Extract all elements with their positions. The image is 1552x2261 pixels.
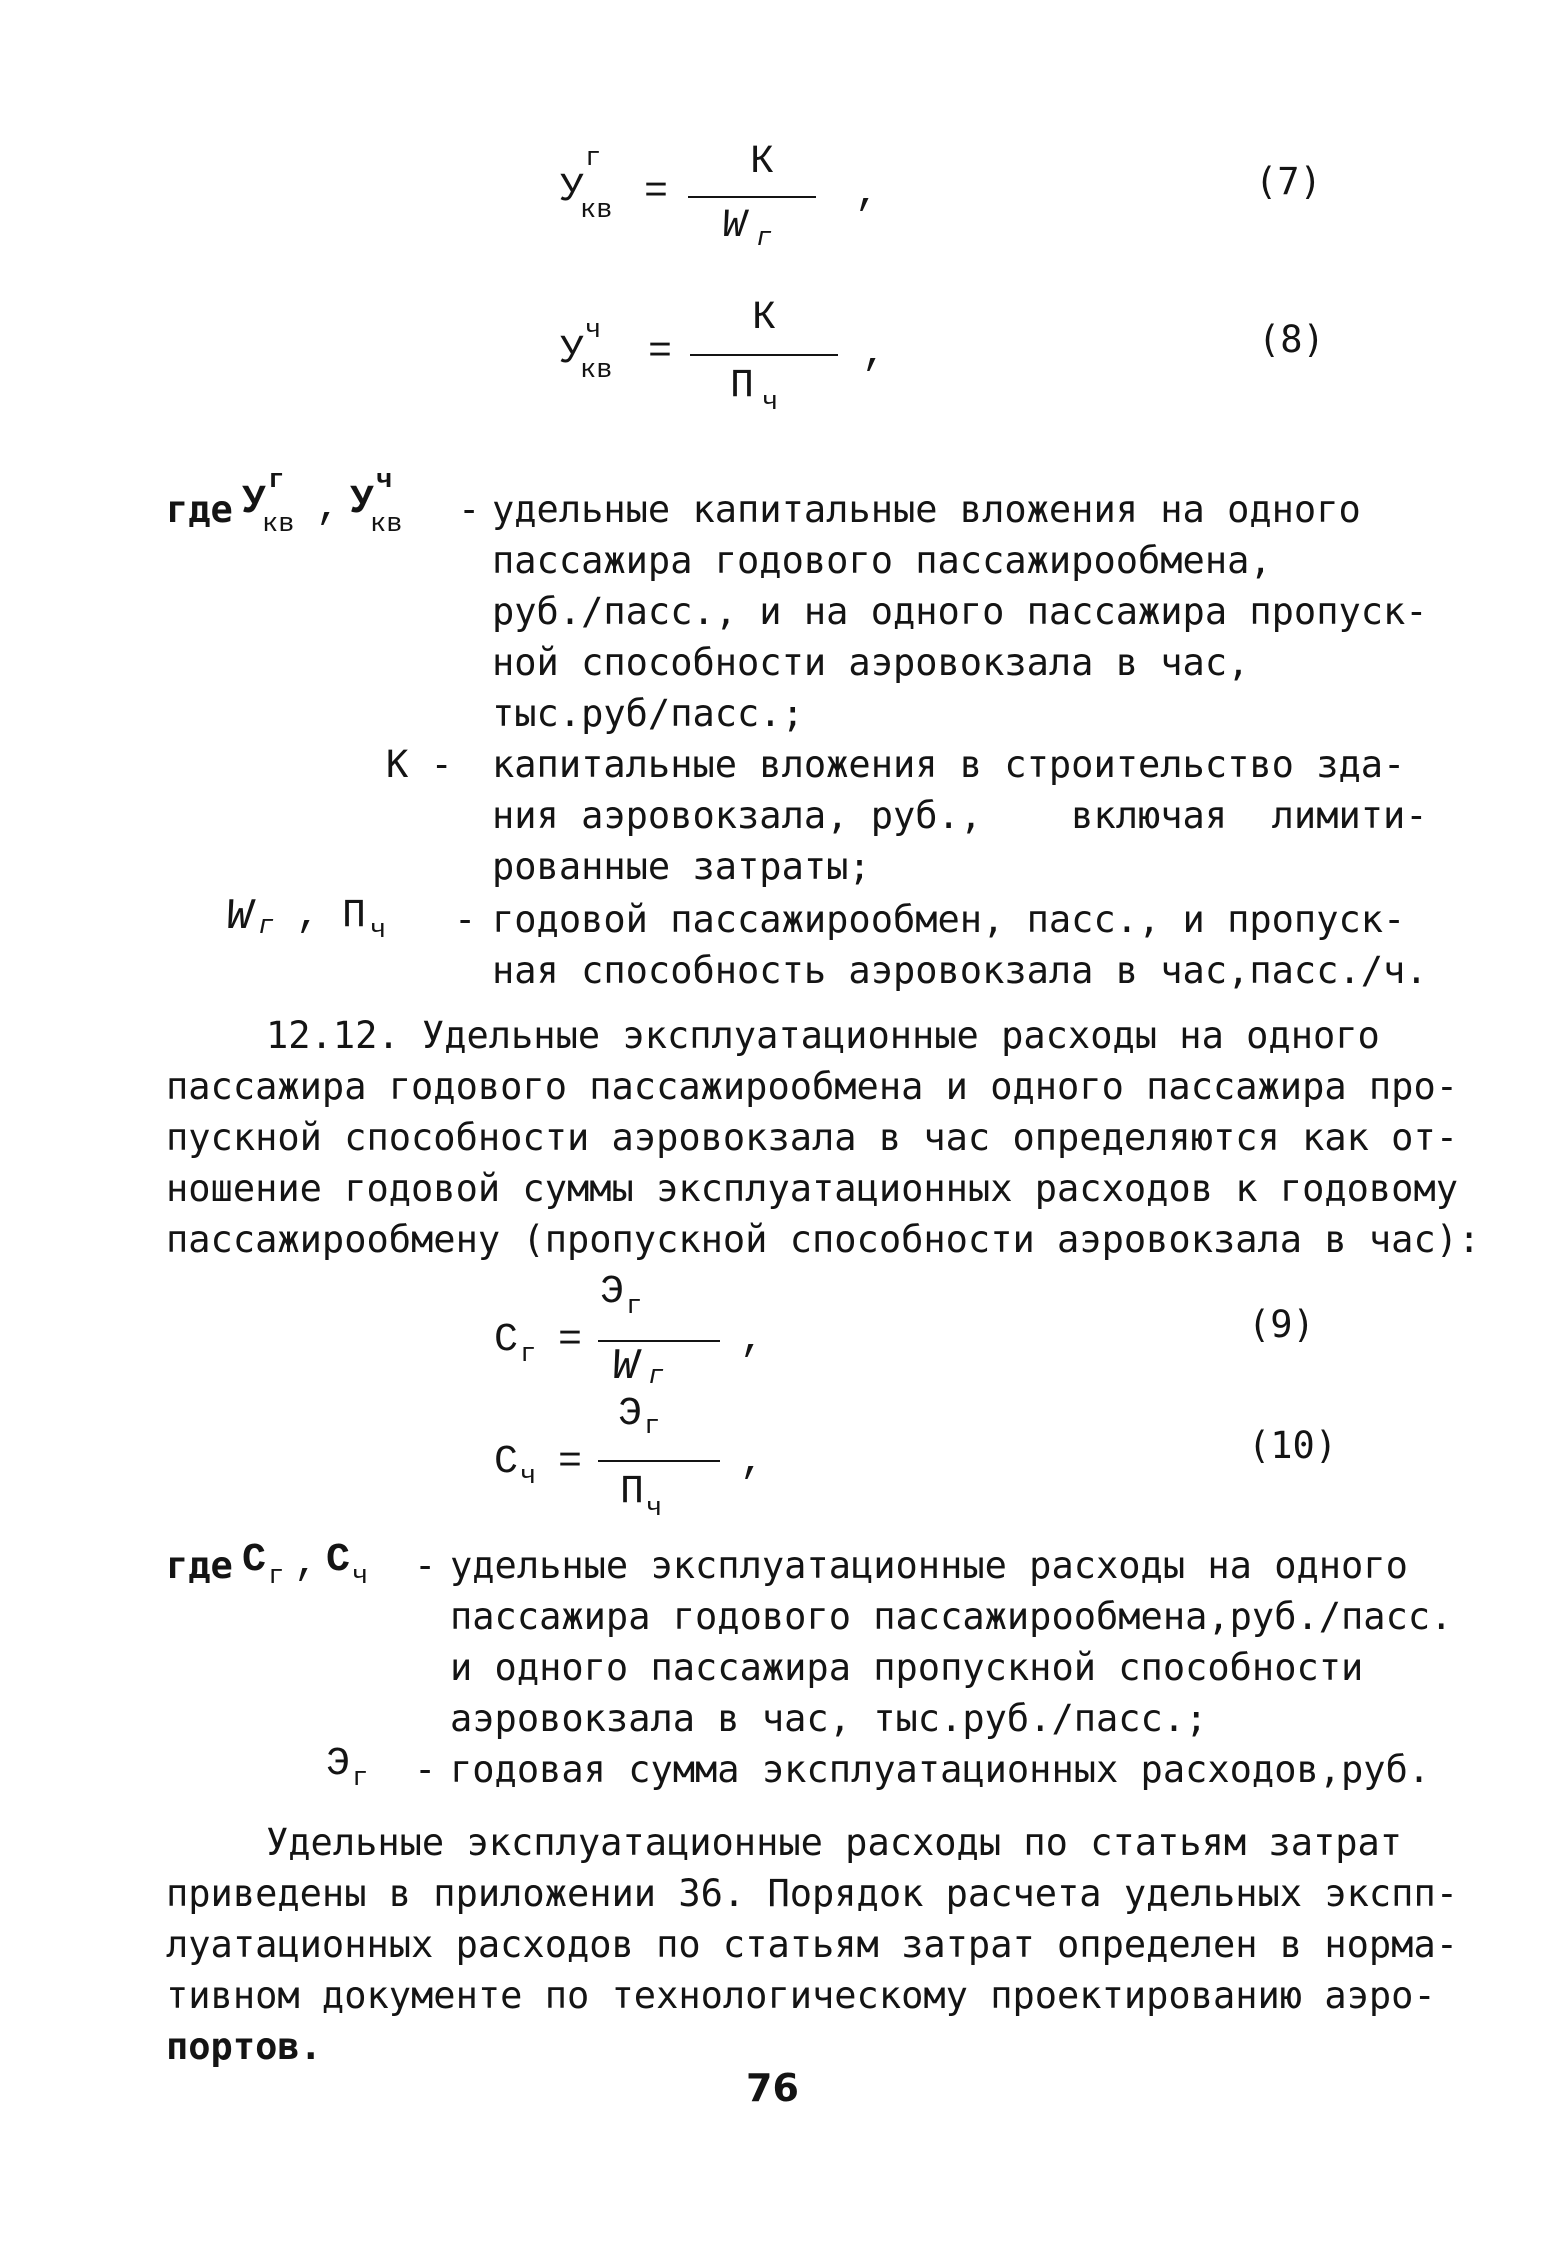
def1-sym2: У xyxy=(350,480,375,525)
formula-7-eq: = xyxy=(644,170,669,215)
formula-7-lhs: У xyxy=(560,168,585,213)
def4-separator: , xyxy=(294,1542,319,1587)
def1-sym1-sup: г xyxy=(268,466,285,496)
formula-8-fraction-bar xyxy=(690,354,838,356)
paragraph-12-12 xyxy=(166,1010,1480,1265)
def2-line: ния аэровокзала, руб., включая лимити- xyxy=(492,794,1428,837)
def1-sym1: У xyxy=(242,480,267,525)
def4-line: аэровокзала в час, тыс.руб./пасс.; xyxy=(450,1697,1208,1740)
def4-sym1: С xyxy=(242,1538,267,1583)
where-label-1: где xyxy=(166,488,233,531)
formula-10-fraction-bar xyxy=(598,1460,720,1462)
formula-10-numerator-sub: г xyxy=(644,1412,661,1442)
def3-sym2-sub: ч xyxy=(370,916,387,946)
def5-text xyxy=(450,1744,1430,1795)
def4-line: пассажира годового пассажирообмена,руб./пасс. xyxy=(450,1595,1453,1638)
formula-10-denominator-sub: ч xyxy=(646,1494,663,1524)
formula-8-denominator: П xyxy=(730,364,755,409)
def4-sym1-sub: г xyxy=(268,1562,285,1592)
paragraph-line: Удельные эксплуатационные расходы по статьям затрат xyxy=(266,1821,1403,1864)
formula-9-lhs: С xyxy=(494,1318,519,1363)
paragraph-line: портов. xyxy=(166,2025,322,2068)
def4-sym2: С xyxy=(326,1538,351,1583)
def3-sym1-sub: г xyxy=(258,912,275,942)
formula-7-lhs-sup: г xyxy=(585,144,602,174)
page-number: 76 xyxy=(746,2066,799,2110)
formula-10-numerator: Э xyxy=(618,1392,643,1437)
formula-10-lhs: С xyxy=(494,1440,519,1485)
def1-line: тыс.руб/пасс.; xyxy=(492,692,804,735)
formula-9-comma: , xyxy=(740,1318,765,1363)
formula-8-numerator: К xyxy=(752,296,777,341)
paragraph-line: пускной способности аэровокзала в час определяются как от- xyxy=(166,1116,1459,1159)
paragraph-line: ношение годовой суммы эксплуатационных расходов к годовому xyxy=(166,1167,1459,1210)
def1-sym2-sup: ч xyxy=(376,466,393,496)
paragraph-line: пассажира годового пассажирообмена и одного пассажира про- xyxy=(166,1065,1459,1108)
formula-7-denominator: W xyxy=(722,204,747,249)
paragraph-line: приведены в приложении 36. Порядок расчета удельных экспп- xyxy=(166,1872,1459,1915)
formula-9-eq: = xyxy=(558,1318,583,1363)
formula-9-numerator: Э xyxy=(600,1270,625,1315)
equation-number-7: (7) xyxy=(1255,160,1322,203)
def3-line: годовой пассажирообмен, пасс., и пропуск- xyxy=(492,898,1406,941)
formula-10-eq: = xyxy=(558,1440,583,1485)
def5-line: годовая сумма эксплуатационных расходов,руб. xyxy=(450,1748,1431,1791)
formula-7-numerator: К xyxy=(750,140,775,185)
def4-line: удельные эксплуатационные расходы на одного xyxy=(450,1544,1408,1587)
def4-sym2-sub: ч xyxy=(352,1562,369,1592)
paragraph-final xyxy=(166,1817,1458,2072)
def1-line: ной способности аэровокзала в час, xyxy=(492,641,1250,684)
formula-9-numerator-sub: г xyxy=(626,1292,643,1322)
paragraph-line: пассажирообмену (пропускной способности аэровокзала в час): xyxy=(166,1218,1481,1261)
paragraph-line: 12.12. Удельные эксплуатационные расходы на одного xyxy=(266,1014,1380,1057)
def1-separator: , xyxy=(316,486,341,531)
formula-8-lhs-sup: ч xyxy=(585,316,602,346)
def2-symbol: К - xyxy=(386,743,453,786)
def1-dash: - xyxy=(458,488,481,531)
def5-sym-sub: г xyxy=(352,1764,369,1794)
formula-8-denominator-sub: ч xyxy=(762,388,779,418)
def5-dash: - xyxy=(414,1748,437,1791)
formula-7-lhs-sub: кв xyxy=(580,196,613,226)
def4-dash: - xyxy=(414,1544,437,1587)
equation-number-8: (8) xyxy=(1258,318,1325,361)
formula-7-denominator-sub: г xyxy=(756,224,773,254)
def3-dash: - xyxy=(454,898,477,941)
paragraph-line: луатационных расходов по статьям затрат определен в норма- xyxy=(166,1923,1459,1966)
def3-text xyxy=(492,894,1428,996)
def4-line: и одного пассажира пропускной способности xyxy=(450,1646,1364,1689)
equation-number-9: (9) xyxy=(1248,1303,1315,1346)
formula-8-eq: = xyxy=(648,330,673,375)
def2-text xyxy=(492,739,1428,892)
formula-10-comma: , xyxy=(740,1440,765,1485)
formula-9-denominator-sub: г xyxy=(648,1362,665,1392)
def1-text xyxy=(492,484,1428,739)
def2-line: капитальные вложения в строительство зда- xyxy=(492,743,1406,786)
formula-8-lhs-sub: кв xyxy=(580,356,613,386)
paragraph-line: тивном документе по технологическому проектированию аэро- xyxy=(166,1974,1436,2017)
def2-line: рованные затраты; xyxy=(492,845,871,888)
formula-7-comma: , xyxy=(855,172,880,217)
def1-line: руб./пасс., и на одного пассажира пропуск- xyxy=(492,590,1428,633)
formula-10-lhs-sub: ч xyxy=(520,1462,537,1492)
formula-7-fraction-bar xyxy=(688,196,816,198)
def1-sym1-sub: кв xyxy=(262,510,295,540)
def3-separator: , xyxy=(296,894,321,939)
formula-9-lhs-sub: г xyxy=(520,1340,537,1370)
formula-8-comma: , xyxy=(862,332,887,377)
formula-10-denominator: П xyxy=(620,1470,645,1515)
equation-number-10: (10) xyxy=(1248,1424,1338,1467)
def1-sym2-sub: кв xyxy=(370,510,403,540)
where-label-2: где xyxy=(166,1544,233,1587)
def3-line: ная способность аэровокзала в час,пасс./ч. xyxy=(492,949,1428,992)
formula-9-denominator: W xyxy=(612,1342,639,1392)
def5-sym: Э xyxy=(326,1742,351,1787)
def1-line: пассажира годового пассажирообмена, xyxy=(492,539,1272,582)
def1-line: удельные капитальные вложения на одного xyxy=(492,488,1361,531)
formula-8-lhs: У xyxy=(560,330,585,375)
def4-text xyxy=(450,1540,1452,1744)
def3-sym2: П xyxy=(342,894,367,939)
def3-sym1: W xyxy=(226,892,253,942)
